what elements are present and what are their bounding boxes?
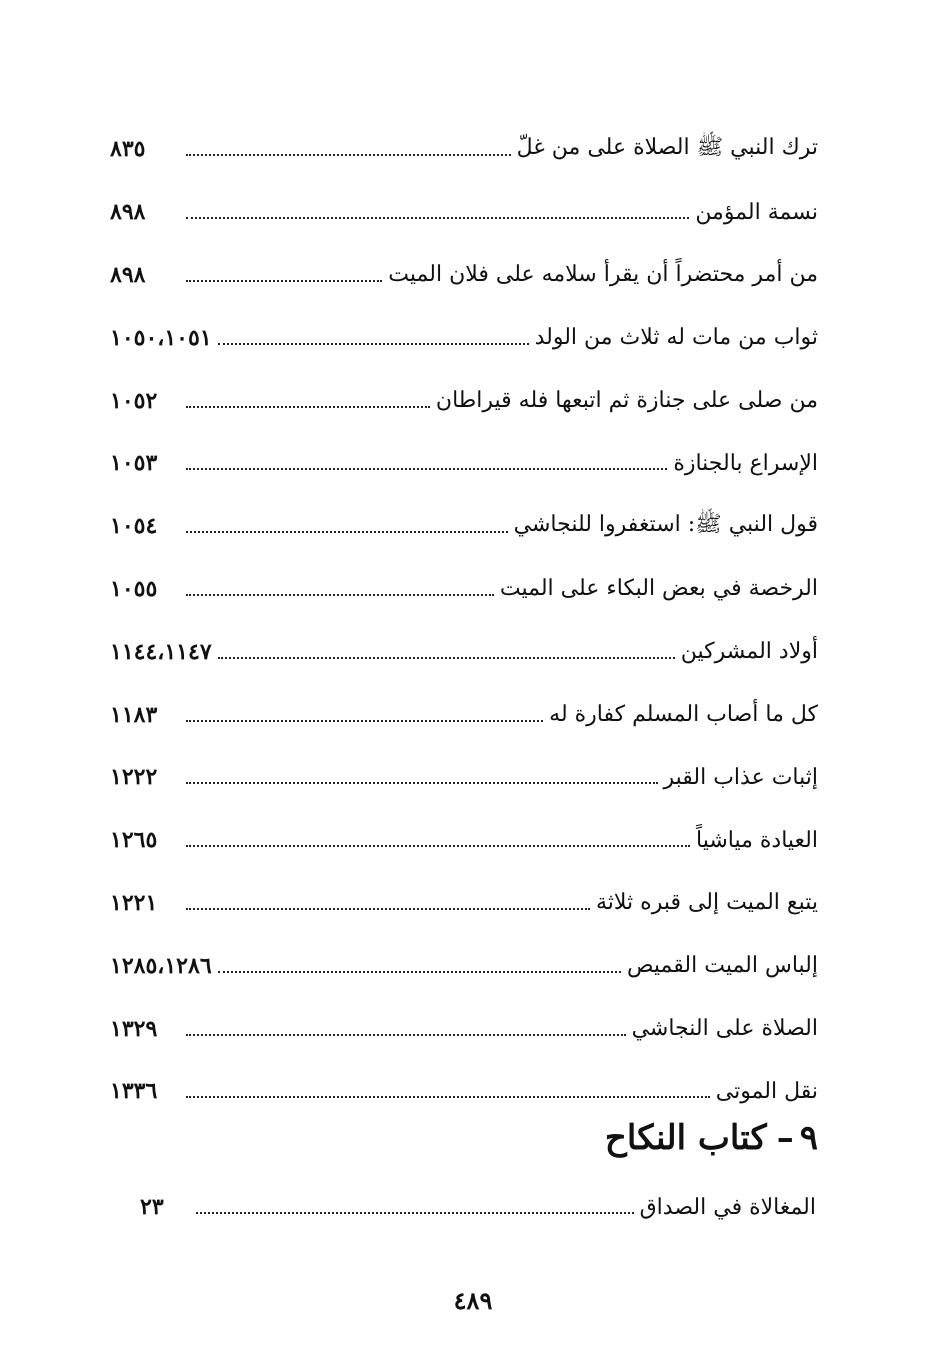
toc-entry-title: المغالاة في الصداق <box>639 1194 816 1220</box>
toc-list <box>110 118 818 1123</box>
toc-entry-page: ١١٤٤،١١٤٧ <box>110 638 212 665</box>
toc-entry <box>110 181 818 244</box>
toc-entry-title: كل ما أصاب المسلم كفارة له <box>549 702 818 728</box>
leader-dots <box>218 657 675 659</box>
leader-dots <box>218 343 529 345</box>
toc-entry <box>110 369 818 432</box>
toc-entry <box>110 872 818 935</box>
toc-entry-page: ١٢٦٥ <box>110 827 158 854</box>
toc-entry-page: ١٠٥٤ <box>110 513 158 540</box>
page-number: ٤٨٩ <box>453 1286 493 1315</box>
toc-entry <box>110 683 818 746</box>
toc-entry <box>110 495 818 558</box>
toc-entry-title: الإسراع بالجنازة <box>673 450 818 476</box>
leader-dots <box>186 594 494 596</box>
toc-entry-title: الصلاة على النجاشي <box>631 1016 818 1042</box>
toc-entry-page: ١٠٥٠،١٠٥١ <box>110 324 212 351</box>
toc-entry-title: العيادة مياشياً <box>696 827 818 853</box>
leader-dots <box>186 217 689 219</box>
toc-entry <box>110 558 818 621</box>
toc-entry-title: قول النبي ﷺ: استغفروا للنجاشي <box>513 512 818 538</box>
toc-entry-title: نسمة المؤمن <box>695 199 818 225</box>
toc-entry <box>110 1060 818 1123</box>
toc-entry <box>110 997 818 1060</box>
chapter-number: ٩ <box>799 1118 818 1158</box>
toc-entry-page: ٨٣٥ <box>110 136 146 163</box>
toc-entry-title: ثواب من مات له ثلاث من الولد <box>534 325 818 351</box>
toc-entry-title: من صلى على جنازة ثم اتبعها فله قيراطان <box>435 388 818 414</box>
toc-entry <box>110 244 818 307</box>
toc-entry-page: ١٢٢٢ <box>110 764 158 791</box>
leader-dots <box>186 280 382 282</box>
leader-dots <box>186 531 508 533</box>
toc-entry-page: ١٠٥٣ <box>110 450 158 477</box>
toc-entry-title: ترك النبي ﷺ الصلاة على من غلّ <box>516 135 818 161</box>
toc-entry-title: إثبات عذاب القبر <box>663 764 818 790</box>
leader-dots <box>186 720 543 722</box>
toc-entry-title: نقل الموتى <box>715 1078 818 1104</box>
toc-entry-page: ١٢٨٥،١٢٨٦ <box>110 952 212 979</box>
chapter-title: كتاب النكاح <box>604 1118 767 1158</box>
leader-dots <box>186 908 590 910</box>
toc-entry-page: ١٣٢٩ <box>110 1015 158 1042</box>
toc-entry <box>110 432 818 495</box>
toc-entry-page: ٨٩٨ <box>110 199 146 226</box>
leader-dots <box>196 1212 634 1214</box>
leader-dots <box>186 1034 626 1036</box>
toc-entry <box>110 809 818 872</box>
toc-entry-page: ٢٣ <box>140 1194 164 1221</box>
toc-entry-page: ١٠٥٥ <box>110 575 158 602</box>
toc-entry-page: ٨٩٨ <box>110 261 146 288</box>
toc-entry-title: يتبع الميت إلى قبره ثلاثة <box>596 890 818 916</box>
toc-entry <box>110 746 818 809</box>
toc-entry-page: ١٢٢١ <box>110 889 158 916</box>
toc-entry-page: ١٠٥٢ <box>110 387 158 414</box>
toc-entry <box>110 118 818 181</box>
toc-entry <box>110 306 818 369</box>
toc-entry-title: أولاد المشركين <box>680 639 818 665</box>
chapter-heading <box>605 1118 818 1158</box>
leader-dots <box>186 154 511 156</box>
toc-list-chapter <box>110 1176 816 1239</box>
leader-dots <box>218 971 621 973</box>
leader-dots <box>186 468 667 470</box>
toc-entry <box>110 934 818 997</box>
toc-entry <box>110 1176 816 1239</box>
leader-dots <box>186 845 690 847</box>
toc-entry-title: من أمر محتضراً أن يقرأ سلامه على فلان الميت <box>388 262 818 288</box>
toc-entry-title: الرخصة في بعض البكاء على الميت <box>499 576 818 602</box>
leader-dots <box>186 1096 710 1098</box>
leader-dots <box>186 406 430 408</box>
toc-entry-page: ١٣٣٦ <box>110 1078 158 1105</box>
toc-entry-title: إلباس الميت القميص <box>626 953 818 979</box>
chapter-dash: – <box>776 1118 794 1158</box>
leader-dots <box>186 782 658 784</box>
toc-entry <box>110 620 818 683</box>
toc-entry-page: ١١٨٣ <box>110 701 158 728</box>
